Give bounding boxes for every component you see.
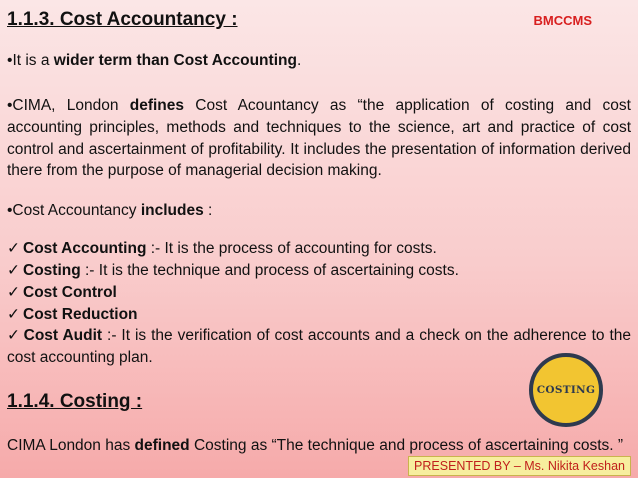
presenter-footer: PRESENTED BY – Ms. Nikita Keshan [408, 456, 631, 476]
check-item-text: :- It is the verification of cost accounts and a check on the adherence to the cost accounting plan. [7, 327, 631, 366]
includes-bold: includes [140, 202, 204, 219]
check-item-text: :- It is the technique and process of ascertaining costs. [80, 262, 459, 279]
check-item-bold: Cost Control [23, 284, 117, 301]
costing-text-start: CIMA London has [7, 437, 135, 454]
intro-bold: wider term than Cost Accounting [53, 52, 297, 69]
check-item-bold: Cost Reduction [23, 306, 138, 323]
cima-bold: defines [129, 97, 185, 114]
check-item-cost-audit [7, 325, 631, 369]
includes-end: : [203, 202, 213, 219]
costing-bold: defined [134, 437, 190, 454]
intro-end: . [296, 52, 302, 69]
check-icon: ✓ [7, 327, 21, 344]
cima-definition-paragraph [7, 95, 631, 182]
intro-text: It is a [12, 52, 54, 69]
check-item-cost-control [7, 282, 117, 304]
intro-bullet: • [7, 52, 13, 69]
cima-text-start: •CIMA, London [7, 97, 130, 114]
section-title-cost-accountancy: 1.1.3. Cost Accountancy : [7, 9, 238, 30]
includes-line [7, 200, 212, 222]
check-icon: ✓ [7, 240, 20, 257]
check-item-cost-reduction [7, 304, 138, 326]
brand-label: BMCCMS [533, 13, 592, 28]
cima-text-rest: Cost Acountancy as “the application of costing and cost accounting principles, methods and techniques to the science, art and practice of cost control and ascertainment of profitability. It includes the presentation of information derived there from the purpose of managerial decision making. [7, 97, 631, 180]
check-item-cost-accounting [7, 238, 437, 260]
check-item-costing [7, 260, 459, 282]
badge-label: COSTING [536, 384, 596, 396]
check-item-bold: Cost Audit [23, 327, 103, 344]
costing-text-rest: Costing as “The technique and process of ascertaining costs. ” [189, 437, 624, 454]
includes-text: •Cost Accountancy [7, 202, 141, 219]
section-title-costing: 1.1.4. Costing : [7, 391, 143, 412]
costing-badge-icon [529, 353, 603, 427]
check-item-bold: Costing [23, 262, 81, 279]
costing-definition-paragraph [7, 435, 631, 457]
check-icon: ✓ [7, 262, 20, 279]
check-icon: ✓ [7, 306, 20, 323]
intro-line [7, 50, 301, 72]
check-icon: ✓ [7, 284, 20, 301]
check-item-bold: Cost Accounting [23, 240, 147, 257]
check-item-text: :- It is the process of accounting for costs. [146, 240, 437, 257]
